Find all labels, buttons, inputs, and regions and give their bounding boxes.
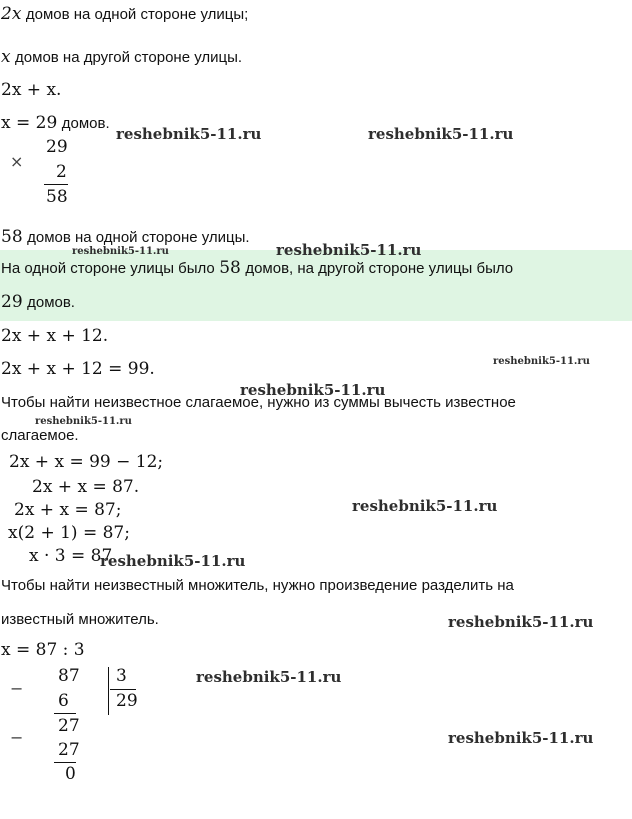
expression-2x-plus-x: 2x + x.: [1, 80, 62, 100]
product: 58: [46, 187, 68, 207]
remainder-final: 0: [65, 764, 76, 784]
multiplication-line: [44, 184, 68, 185]
division-underline-1: [54, 713, 76, 714]
minus-sign-1: −: [10, 679, 24, 698]
line-4-text: домов.: [61, 115, 110, 132]
remainder-1: 27: [58, 716, 80, 736]
line-1: [1, 4, 248, 24]
equation-step-3: 2x + x = 87;: [14, 500, 122, 520]
multiplier: 2: [56, 162, 67, 182]
answer-line-1: [1, 258, 513, 278]
equation-99: 2x + x + 12 = 99.: [1, 359, 155, 379]
equation-division: x = 87 : 3: [1, 640, 85, 660]
equation-step-1: 2x + x = 99 − 12;: [9, 452, 164, 472]
answer-num-29: 29: [1, 292, 23, 312]
equation-step-4: x(2 + 1) = 87;: [8, 523, 130, 543]
answer-num-58: 58: [219, 258, 241, 278]
minus-sign-2: −: [10, 728, 24, 747]
watermark: reshebnik5-11.ru: [448, 613, 594, 631]
math-x: x: [1, 47, 11, 67]
watermark: reshebnik5-11.ru: [196, 668, 342, 686]
watermark: reshebnik5-11.ru: [493, 356, 590, 367]
rule-2-line-a: Чтобы найти неизвестный множитель, нужно произведение разделить на: [1, 577, 514, 594]
line-5-text: домов на одной стороне улицы.: [27, 229, 250, 246]
watermark: reshebnik5-11.ru: [116, 125, 262, 143]
rule-2-line-b: известный множитель.: [1, 611, 159, 628]
watermark: reshebnik5-11.ru: [276, 241, 422, 259]
watermark: reshebnik5-11.ru: [352, 497, 498, 515]
divisor: 3: [116, 666, 127, 686]
math-58: 58: [1, 227, 23, 247]
subtrahend-1: 6: [58, 691, 69, 711]
answer-text-c: домов.: [27, 294, 75, 311]
watermark: reshebnik5-11.ru: [100, 552, 246, 570]
rule-1-line-b: слагаемое.: [1, 427, 79, 444]
division-underline-2: [54, 762, 76, 763]
rule-1-line-a: Чтобы найти неизвестное слагаемое, нужно из суммы вычесть известное: [1, 394, 516, 411]
line-2-text: домов на другой стороне улицы.: [15, 49, 243, 66]
equation-step-2: 2x + x = 87.: [32, 477, 140, 497]
line-5: [1, 227, 250, 247]
answer-text-a: На одной стороне улицы было: [1, 260, 215, 277]
quotient: 29: [116, 691, 138, 711]
line-2: [1, 47, 242, 67]
answer-line-2: [1, 292, 75, 312]
division-bracket-vertical: [108, 667, 109, 715]
expression-plus-12: 2x + x + 12.: [1, 326, 109, 346]
watermark: reshebnik5-11.ru: [72, 246, 169, 257]
multiply-sign: ×: [10, 152, 24, 171]
math-x-equals-29: x = 29: [1, 113, 58, 133]
watermark: reshebnik5-11.ru: [35, 416, 132, 427]
multiplicand: 29: [46, 137, 68, 157]
watermark: reshebnik5-11.ru: [240, 381, 386, 399]
line-4: [1, 113, 110, 133]
division-bracket-horizontal: [110, 689, 136, 690]
math-2x: 2x: [1, 4, 22, 24]
equation-step-5: x · 3 = 87: [29, 546, 113, 566]
dividend: 87: [58, 666, 80, 686]
subtrahend-2: 27: [58, 740, 80, 760]
watermark: reshebnik5-11.ru: [368, 125, 514, 143]
answer-text-b: домов, на другой стороне улицы было: [245, 260, 514, 277]
line-1-text: домов на одной стороне улицы;: [25, 6, 249, 23]
watermark: reshebnik5-11.ru: [448, 729, 594, 747]
